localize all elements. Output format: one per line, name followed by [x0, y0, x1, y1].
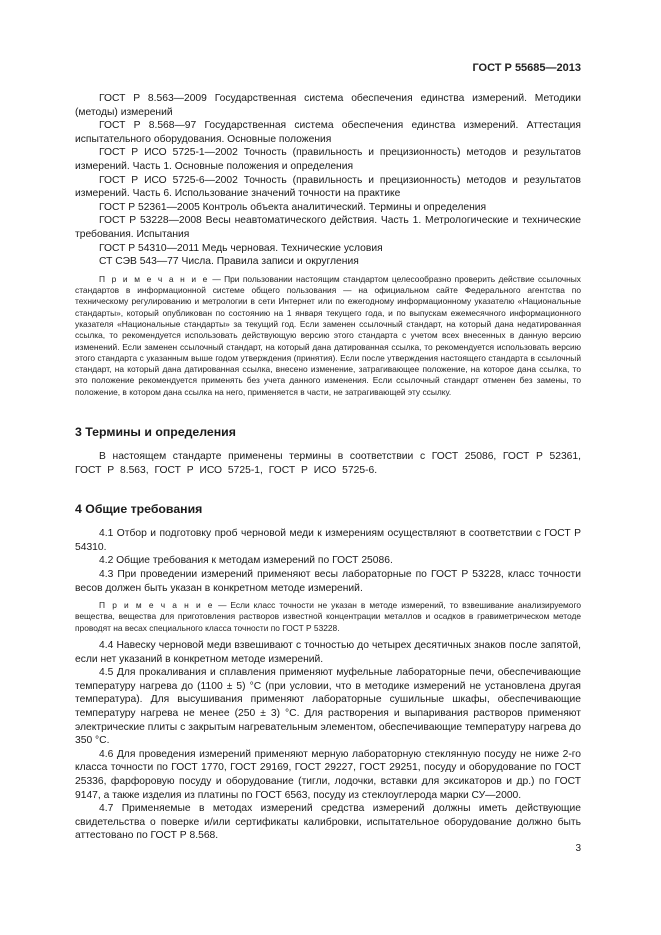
reference-item: ГОСТ Р ИСО 5725-1—2002 Точность (правильность и прецизионность) методов и результатов измерений. Часть 1. Основные положения и определения: [75, 147, 581, 172]
reference-item: ГОСТ Р 8.568—97 Государственная система обеспечения единства измерений. Аттестация испытательного оборудования. Основные положения: [75, 120, 581, 145]
reference-item: ГОСТ Р ИСО 5725-6—2002 Точность (правильность и прецизионность) методов и результатов измерений. Часть 6. Использование значений точности на практике: [75, 174, 581, 200]
section-4-note: [75, 600, 581, 634]
section-4-paragraph: 4.6 Для проведения измерений применяют мерную лабораторную стеклянную посуду не ниже 2-го класса точности по ГОСТ 1770, ГОСТ 29169, ГОСТ 29227, ГОСТ 29251, посуду и оборудование по ГОСТ 25336, фарфоровую посуду и оборудование (тигли, лодочки, вставки для эксикаторов и др.) по ГОСТ 9147, а также изделия из платины по ГОСТ 6563, посуду из стеклоуглерода марки СУ—2000.: [75, 748, 581, 801]
section-4-title: 4 Общие требования: [75, 502, 203, 517]
section-4-paragraph: 4.5 Для прокаливания и сплавления применяют муфельные лабораторные печи, обеспечивающие температуру нагрева до (1100 ± 5) °С (при условии, что в методике измерений не установлена другая температура). Для высушивания применяют лабораторные сушильные шкафы, обеспечивающие температуру нагрева не менее (250 ± 3) °С. Для растворения и выпаривания растворов применяют электрические плиты с закрытым нагревательным элементом, обеспечивающие температуру нагрева до 350 °С.: [75, 667, 581, 747]
note-text: — При пользовании настоящим стандартом целесообразно проверить действие ссылочных стандартов в информационной системе общего пользования — на официальном сайте Федерального агентства по техническому регулированию и метрологии в сети Интернет или по ежегодному информационному указателю «Национальные стандарты», который опубликован по состоянию на 1 января текущего года, и по выпускам ежемесячного информационного указателя «Национальные стандарты» за текущий год. Если заменен ссылочный стандарт, на который дана недатированная ссылка, то рекомендуется использовать действующую версию этого стандарта с учетом всех внесенных в данную версию изменений. Если заменен ссылочный стандарт, на который дана датированная ссылка, то рекомендуется использовать версию этого стандарта с указанным выше годом утверждения (принятия). Если после утверждения настоящего стандарта в ссылочный стандарт, на который дана датированная ссылка, внесено изменение, затрагивающее положение, на которое дана ссылка, то это положение рекомендуется применять без учета данного изменения. Если ссылочный стандарт отменен без замены, то положение, в котором дана ссылка на него, применяется в части, не затрагивающей эту ссылку.: [75, 273, 581, 397]
reference-item: ГОСТ Р 8.563—2009 Государственная система обеспечения единства измерений. Методики (методы) измерений: [75, 93, 581, 118]
page-content: [75, 92, 581, 843]
section-3-text: В настоящем стандарте применены термины в соответствии с ГОСТ 25086, ГОСТ Р 52361, ГОСТ Р 8.563, ГОСТ Р ИСО 5725-1, ГОСТ Р ИСО 5725-6.: [75, 450, 581, 476]
reference-item: ГОСТ Р 52361—2005 Контроль объекта аналитический. Термины и определения: [99, 201, 487, 213]
section-4-paragraph: 4.2 Общие требования к методам измерений по ГОСТ 25086.: [99, 555, 393, 567]
note-label: П р и м е ч а н и е: [99, 273, 209, 284]
references-list: [75, 92, 581, 269]
standard-code: ГОСТ Р 55685—2013: [472, 62, 581, 74]
reference-item: ГОСТ Р 53228—2008 Весы неавтоматического действия. Часть 1. Метрологические и технические требования. Испытания: [75, 215, 581, 240]
section-4-paragraph: 4.7 Применяемые в методах измерений средства измерений должны иметь действующие свидетельства о поверке и/или сертификаты калибровки, испытательное оборудование должно быть аттестовано по ГОСТ Р 8.568.: [75, 803, 581, 842]
note-label: П р и м е ч а н и е: [99, 600, 215, 611]
page-number: 3: [575, 843, 581, 854]
section-3-title: 3 Термины и определения: [75, 424, 236, 439]
reference-item: ГОСТ Р 54310—2011 Медь черновая. Технические условия: [99, 242, 383, 254]
section-4-paragraph: 4.4 Навеску черновой меди взвешивают с точностью до четырех десятичных знаков после запятой, если нет указаний в конкретном методе измерений.: [75, 640, 581, 665]
reference-item: СТ СЭВ 543—77 Числа. Правила записи и округления: [99, 256, 359, 268]
section-4-paragraph: 4.1 Отбор и подготовку проб черновой меди к измерениям осуществляют в соответствии с ГОСТ Р 54310.: [75, 528, 581, 553]
section-4-paragraph: 4.3 При проведении измерений применяют весы лабораторные по ГОСТ Р 53228, класс точности весов должен быть указан в конкретном методе измерений.: [75, 568, 581, 594]
reference-note: [75, 274, 581, 398]
note-text: — Если класс точности не указан в методе измерений, то взвешивание анализируемого вещества, вещества для приготовления растворов известной концентрации металлов и осадков в гравиметрическом методе проводят на весах специального класса точности по ГОСТ Р 53228.: [75, 600, 581, 633]
